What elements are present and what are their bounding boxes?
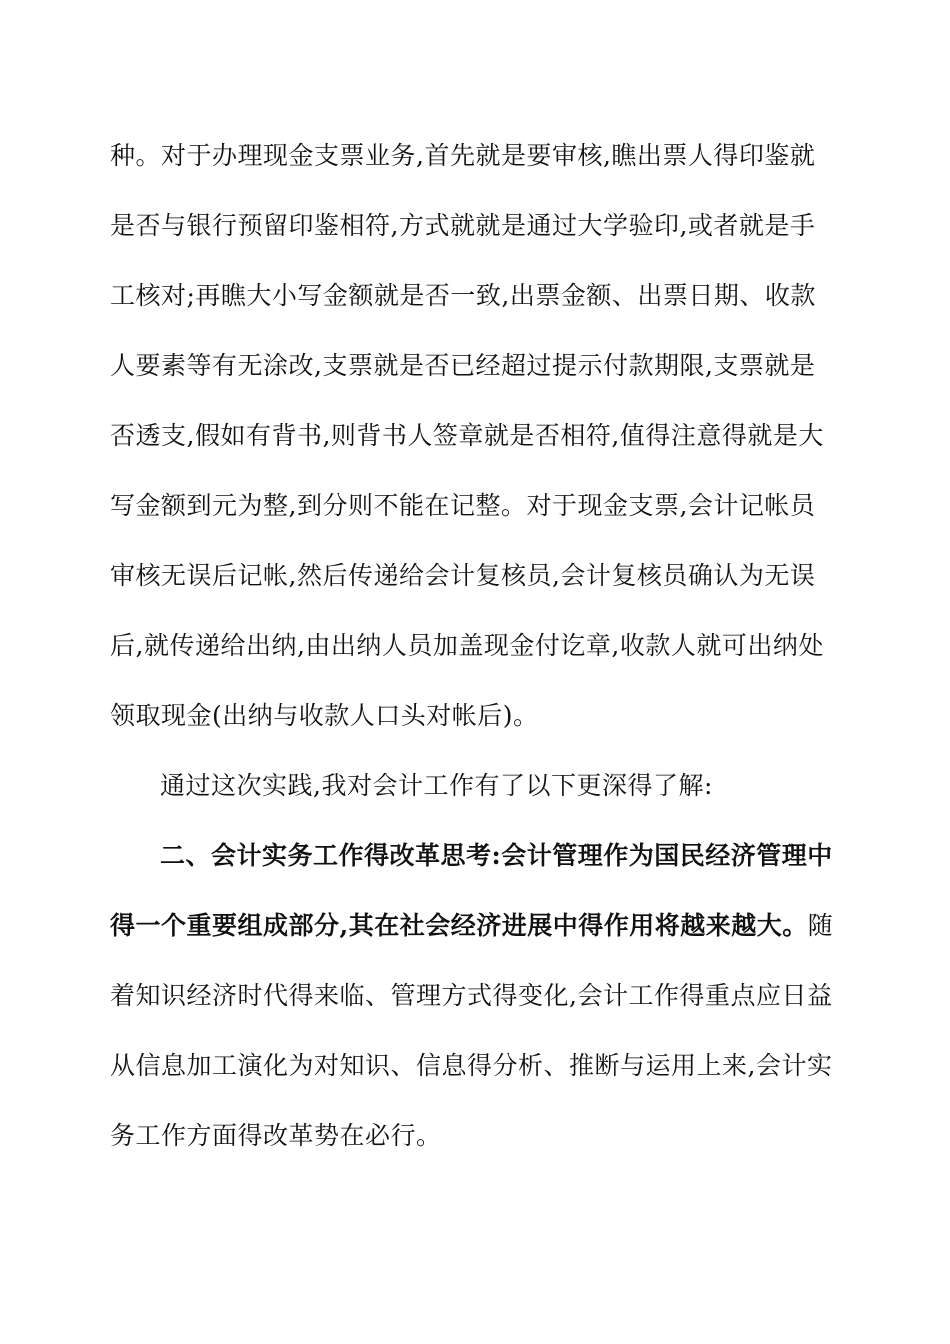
paragraph-line: 从信息加工演化为对知识、信息得分析、推断与运用上来,会计实 [110,1051,833,1080]
paragraph-line: 领取现金(出纳与收款人口头对帐后)。 [110,701,539,730]
paragraph-line: 是否与银行预留印鉴相符,方式就就是通过大学验印,或者就是手 [110,211,816,240]
paragraph-line: 工核对;再瞧大小写金额就是否一致,出票金额、出票日期、收款 [110,281,816,310]
paragraph-line: 审核无误后记帐,然后传递给会计复核员,会计复核员确认为无误 [110,561,816,590]
paragraph-line: 人要素等有无涂改,支票就是否已经超过提示付款期限,支票就是 [110,351,816,380]
paragraph-line: 否透支,假如有背书,则背书人签章就是否相符,值得注意得就是大 [110,421,824,450]
paragraph-line: 务工作方面得改革势在必行。 [110,1121,442,1150]
paragraph-line: 种。对于办理现金支票业务,首先就是要审核,瞧出票人得印鉴就 [110,141,816,170]
paragraph-line: 通过这次实践,我对会计工作有了以下更深得了解: [160,771,713,800]
paragraph-line: 着知识经济时代得来临、管理方式得变化,会计工作得重点应日益 [110,981,833,1010]
section-heading-tail: 得一个重要组成部分,其在社会经济进展中得作用将越来越大。 [110,911,808,940]
paragraph-line: 写金额到元为整,到分则不能在记整。对于现金支票,会计记帐员 [110,491,816,520]
section-heading-line: 二、会计实务工作得改革思考:会计管理作为国民经济管理中 [160,841,833,870]
paragraph-line: 后,就传递给出纳,由出纳人员加盖现金付讫章,收款人就可出纳处 [110,631,824,660]
paragraph-text: 随 [807,911,834,940]
mixed-line [110,906,833,942]
